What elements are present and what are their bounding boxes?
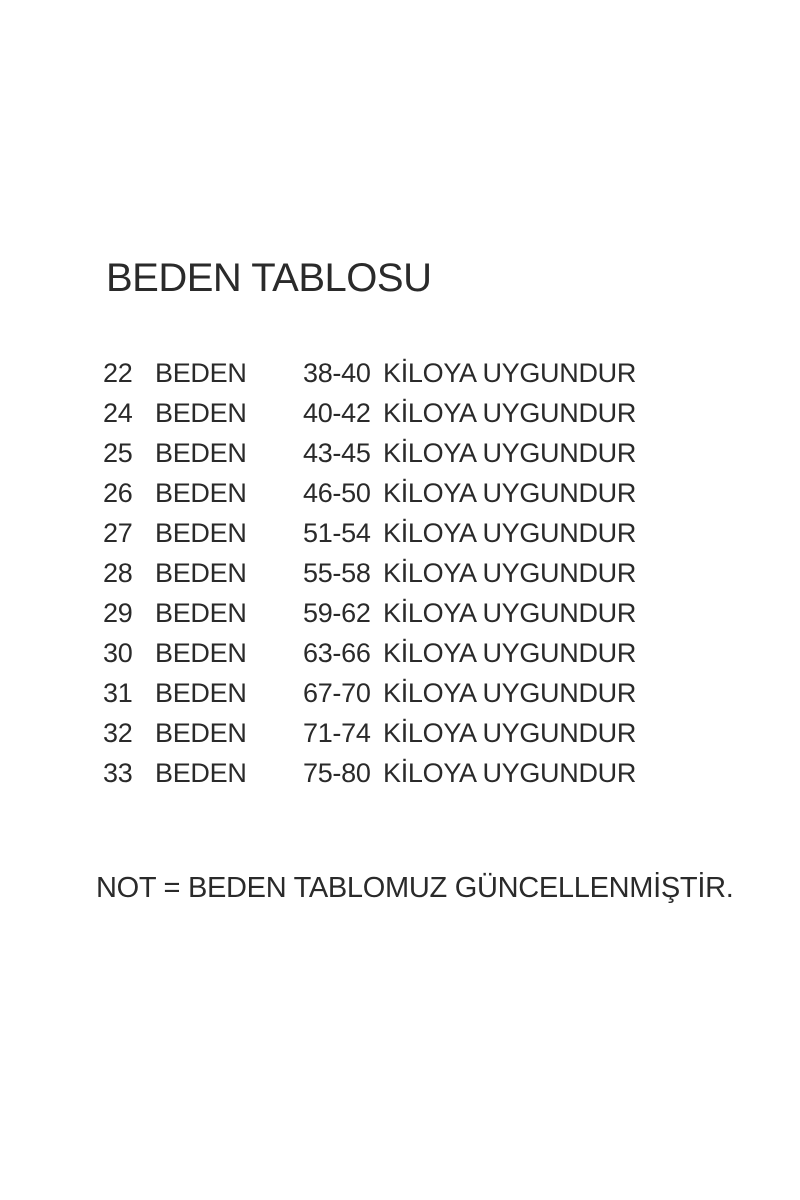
weight-range: 67-70 <box>303 678 371 708</box>
weight-range: 51-54 <box>303 518 371 548</box>
size-value: 30 <box>103 638 133 668</box>
weight-suffix: KİLOYA UYGUNDUR <box>383 358 637 388</box>
weight-range: 46-50 <box>303 478 371 508</box>
size-label: BEDEN <box>155 558 247 588</box>
size-value: 29 <box>103 598 133 628</box>
size-value: 32 <box>103 718 133 748</box>
table-row <box>103 593 663 633</box>
weight-range: 38-40 <box>303 358 371 388</box>
size-label: BEDEN <box>155 718 247 748</box>
table-row <box>103 353 663 393</box>
weight-range: 40-42 <box>303 398 371 428</box>
weight-range: 55-58 <box>303 558 371 588</box>
weight-range: 43-45 <box>303 438 371 468</box>
table-row <box>103 713 663 753</box>
size-value: 31 <box>103 678 133 708</box>
size-label: BEDEN <box>155 398 247 428</box>
size-value: 28 <box>103 558 133 588</box>
table-row <box>103 753 663 793</box>
weight-suffix: KİLOYA UYGUNDUR <box>383 398 637 428</box>
size-value: 27 <box>103 518 133 548</box>
table-row <box>103 673 663 713</box>
size-label: BEDEN <box>155 518 247 548</box>
weight-suffix: KİLOYA UYGUNDUR <box>383 558 637 588</box>
table-row <box>103 513 663 553</box>
size-label: BEDEN <box>155 358 247 388</box>
size-value: 25 <box>103 438 133 468</box>
table-row <box>103 553 663 593</box>
size-label: BEDEN <box>155 438 247 468</box>
table-row <box>103 633 663 673</box>
weight-suffix: KİLOYA UYGUNDUR <box>383 478 637 508</box>
page-title: BEDEN TABLOSU <box>106 256 432 300</box>
weight-range: 75-80 <box>303 758 371 788</box>
size-label: BEDEN <box>155 758 247 788</box>
size-label: BEDEN <box>155 598 247 628</box>
weight-suffix: KİLOYA UYGUNDUR <box>383 518 637 548</box>
size-table <box>103 353 663 793</box>
size-value: 33 <box>103 758 133 788</box>
table-row <box>103 433 663 473</box>
weight-range: 63-66 <box>303 638 371 668</box>
weight-suffix: KİLOYA UYGUNDUR <box>383 438 637 468</box>
table-row <box>103 393 663 433</box>
update-note: NOT = BEDEN TABLOMUZ GÜNCELLENMİŞTİR. <box>96 872 734 904</box>
size-label: BEDEN <box>155 478 247 508</box>
weight-suffix: KİLOYA UYGUNDUR <box>383 638 637 668</box>
weight-range: 59-62 <box>303 598 371 628</box>
weight-suffix: KİLOYA UYGUNDUR <box>383 598 637 628</box>
size-label: BEDEN <box>155 678 247 708</box>
weight-suffix: KİLOYA UYGUNDUR <box>383 758 637 788</box>
size-value: 24 <box>103 398 133 428</box>
weight-suffix: KİLOYA UYGUNDUR <box>383 718 637 748</box>
table-row <box>103 473 663 513</box>
size-value: 26 <box>103 478 133 508</box>
size-value: 22 <box>103 358 133 388</box>
weight-suffix: KİLOYA UYGUNDUR <box>383 678 637 708</box>
weight-range: 71-74 <box>303 718 371 748</box>
size-label: BEDEN <box>155 638 247 668</box>
